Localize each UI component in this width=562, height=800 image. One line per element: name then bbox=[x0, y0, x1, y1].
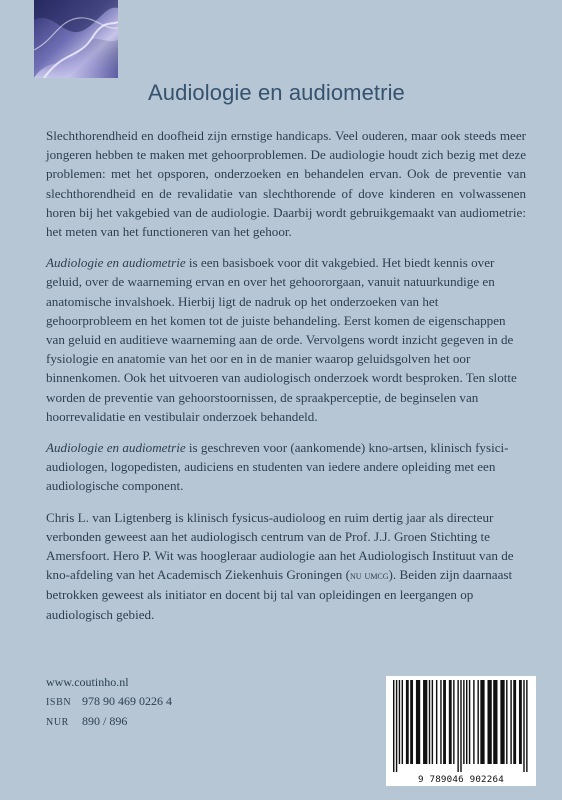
barcode-bar bbox=[429, 680, 430, 764]
barcode-bar bbox=[416, 680, 420, 764]
barcode-bar bbox=[480, 680, 484, 764]
barcode-bar bbox=[477, 680, 478, 764]
barcode-bar bbox=[436, 680, 437, 764]
paragraph-text: is een basisboek voor dit vakgebied. Het biedt kennis over geluid, over de waarneming ervan en over het gehoororgaan, vanuit natuurkundige en anatomische invalshoek. Hierbij ligt de nadruk op het onderzoeken van het gehoorprobleem en het komen tot de juiste behandeling. Eerst komen de eigenschappen van geluid en auditieve waarneming aan de orde. Vervolgens wordt inzicht gegeven in de fysiologie en anatomie van het oor en in de manier waarop geluidsgolven het oor binnenkomen. Ook het uitvoeren van audiologisch onderzoek wordt besproken. Ten slotte worden de preventie van gehoorstoornissen, de spraakperceptie, de beginselen van hoorrevalidatie en vestibulair onderzoek behandeld. bbox=[46, 255, 517, 424]
publication-info bbox=[46, 673, 246, 733]
barcode-bar bbox=[449, 680, 452, 764]
isbn-value: 978 90 469 0226 4 bbox=[82, 693, 172, 708]
barcode-bar bbox=[513, 680, 516, 764]
book-title-italic: Audiologie en audiometrie bbox=[46, 255, 186, 271]
barcode-bar bbox=[473, 680, 474, 764]
barcode-icon bbox=[386, 676, 536, 774]
barcode-bar bbox=[510, 680, 511, 764]
barcode-bar bbox=[493, 680, 497, 764]
barcode-bar bbox=[402, 680, 403, 764]
publisher-website[interactable]: www.coutinho.nl bbox=[46, 675, 129, 689]
paragraph-text: Chris L. van Ligtenberg is klinisch fysicus-audioloog en ruim dertig jaar als directeur verbonden geweest aan het audiologisch centrum van de Prof. J.J. Groen Stichting te Amersfoort. Hero P. Wit was hoogleraar audiologie aan het Audiologisch Instituut van de kno-afdeling van het Academisch Ziekenhuis Groningen ( bbox=[46, 509, 514, 583]
paragraph-text: is geschreven voor (aankomende) kno-artsen, klinisch fysici-audiologen, logopedisten, audiciens en studenten van iedere andere opleiding met een audiologische component. bbox=[46, 440, 509, 494]
barcode-guard-bar bbox=[523, 680, 524, 772]
blurb bbox=[46, 126, 526, 636]
nur-label: NUR bbox=[46, 717, 69, 728]
isbn-row bbox=[46, 692, 246, 713]
barcode-bar bbox=[399, 680, 400, 764]
blurb-paragraph-audience bbox=[46, 438, 526, 496]
barcode-bar bbox=[406, 680, 409, 764]
barcode-bar bbox=[440, 680, 441, 764]
barcode-guard-bar bbox=[460, 680, 461, 772]
barcode-bar bbox=[423, 680, 427, 764]
blurb-paragraph-contents bbox=[46, 253, 526, 426]
barcode-bar bbox=[432, 680, 433, 764]
barcode-guard-bar bbox=[526, 680, 527, 772]
barcode-bar bbox=[443, 680, 446, 764]
blurb-paragraph-intro: Slechthorendheid en doofheid zijn ernstige handicaps. Veel ouderen, maar ook steeds meer jongeren hebben te maken met gehoorproblemen. De audiologie houdt zich bezig met deze problemen: met het opsporen, onderzoeken en behandelen ervan. Ook de preventie van slechthorendheid en de revalidatie van slechthorende of dove kinderen en volwassenen horen bij het vakgebied van de audiologie. Daarbij wordt gebruikgemaakt van audiometrie: het meten van het functioneren van het gehoor. bbox=[46, 128, 526, 240]
barcode-digits: 9 789046 902264 bbox=[418, 774, 504, 785]
small-caps-text: nu umcg bbox=[349, 568, 389, 583]
barcode-guard-bar bbox=[396, 680, 397, 772]
barcode-bar bbox=[519, 680, 522, 764]
blurb-paragraph-authors bbox=[46, 508, 526, 624]
barcode-bar bbox=[506, 680, 507, 764]
barcode-bar bbox=[500, 680, 504, 764]
barcode-bar bbox=[453, 680, 454, 764]
book-title: Audiologie en audiometrie bbox=[148, 80, 405, 105]
barcode-bar bbox=[487, 680, 491, 764]
barcode-bar bbox=[410, 680, 413, 764]
barcode-bar bbox=[466, 680, 467, 764]
barcode-bar bbox=[463, 680, 464, 764]
barcode-guard-bar bbox=[457, 680, 458, 772]
nur-row bbox=[46, 712, 246, 733]
book-title-italic: Audiologie en audiometrie bbox=[46, 440, 186, 456]
paragraph-text: ). Beiden zijn daarnaast betrokken geweest als initiator en docent bij tal van opleidingen en leergangen op audiologisch gebied. bbox=[46, 567, 513, 622]
isbn-label: ISBN bbox=[46, 696, 72, 708]
barcode-bar bbox=[469, 680, 470, 764]
barcode-guard-bar bbox=[393, 680, 394, 772]
nur-value: 890 / 896 bbox=[82, 714, 128, 728]
cover-abstract-image bbox=[34, 0, 118, 78]
barcode bbox=[386, 676, 536, 786]
